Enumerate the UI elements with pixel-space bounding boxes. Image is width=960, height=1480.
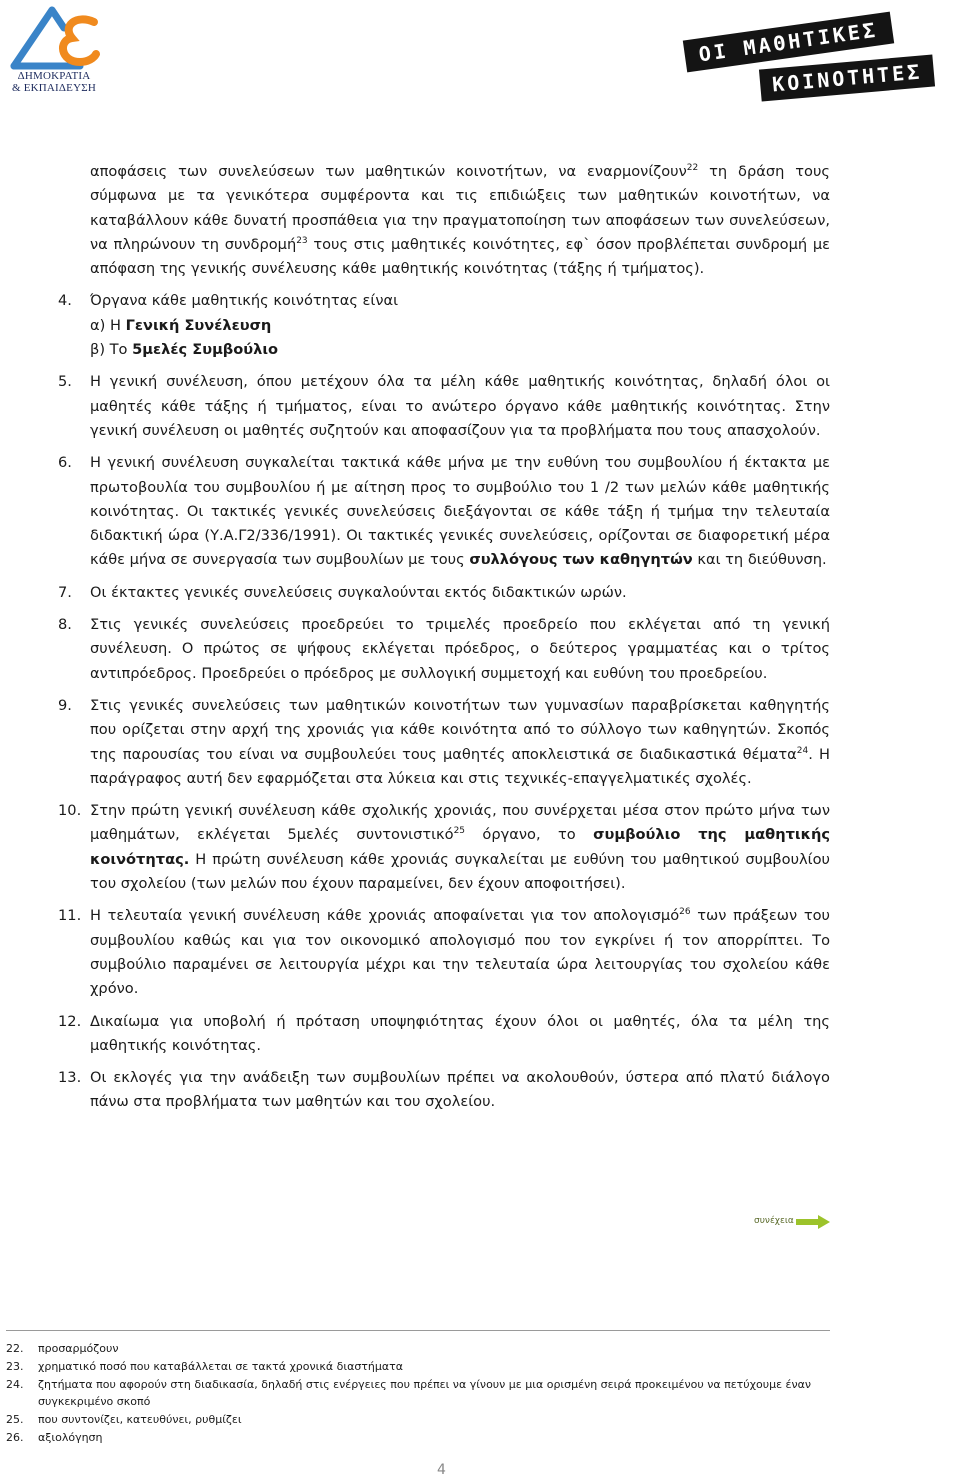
- footnote-number: 23.: [6, 1360, 24, 1373]
- footnote-divider: [6, 1330, 830, 1331]
- footnote-number: 26.: [6, 1431, 24, 1444]
- item-number: 9.: [58, 696, 72, 714]
- header-badge-line1: ΟΙ ΜΑΘΗΤΙΚΕΣ: [683, 12, 894, 73]
- item-4: 4. Όργανα κάθε μαθητικής κοινότητας είναι α) Η Γενική Συνέλευση β) Το 5μελές Συμβούλιο: [90, 289, 830, 362]
- item-number: 12.: [58, 1012, 82, 1030]
- logo-text-line1: ΔΗΜΟΚΡΑΤΙΑ: [17, 70, 91, 82]
- item-number: 6.: [58, 454, 72, 472]
- item-5: 5. Η γενική συνέλευση, όπου μετέχουν όλα τα μέλη κάθε μαθητικής κοινότητας, δηλαδή όλοι οι μαθητές κάθε τάξης ή τμήματος, είναι το ανώτερο όργανο κάθε μαθητικής κοινότητας. Στην γενική συνέλευση οι μαθητές συζητούν και αποφασίζουν για τα προβλήματα που τους απασχολούν.: [90, 370, 830, 443]
- item-10: 10. Στην πρώτη γενική συνέλευση κάθε σχολικής χρονιάς, που συνέρχεται μέσα στον πρώτο μήνα των μαθημάτων, εκλέγεται 5μελές συντονιστικό$^{25}$ όργανο, το συμβούλιο της μαθητικής κοινότητας. Η πρώτη συνέλευση κάθε χρονιάς συγκαλείται με ευθύνη του μαθητικού συμβουλίου του σχολείου (των μελών που έχουν παραμείνει, δεν έχουν αποφοιτήσει).: [90, 799, 830, 896]
- item-7: 7. Οι έκτακτες γενικές συνελεύσεις συγκαλούνται εκτός διδακτικών ωρών.: [90, 581, 830, 605]
- item-6: 6. Η γενική συνέλευση συγκαλείται τακτικά κάθε μήνα με την ευθύνη του συμβουλίου ή έκτακτα με πρωτοβουλία του συμβουλίου ή με αίτηση προς το συμβούλιο του 1 /2 των μελών κάθε μαθητικής κοινότητας. Οι τακτικές γενικές συνελεύσεις διεξάγονται σε κάθε τάξη ή τμήμα την τελευταία διδακτική ώρα (Υ.Α.Γ2/336/1991). Οι τακτικές γενικές συνελεύσεις, ορίζονται σε διαφορετική μέρα κάθε μήνα σε συνεργασία των συμβουλίων με τους συλλόγους των καθηγητών και τη διεύθυνση.: [90, 451, 830, 572]
- item-13: 13. Οι εκλογές για την ανάδειξη των συμβουλίων πρέπει να ακολουθούν, ύστερα από πλατύ διάλογο πάνω στα προβλήματα των μαθητών και του σχολείου.: [90, 1066, 830, 1115]
- logo-mark-icon: [6, 4, 106, 74]
- page-number: 4: [437, 1462, 446, 1478]
- item-8: 8. Στις γενικές συνελεύσεις προεδρεύει το τριμελές προεδρείο που εκλέγεται από τη γενική συνέλευση. Ο πρώτος σε ψήφους εκλέγεται πρόεδρος, ο δεύτερος γραμματέας και ο τρίτος αντιπρόεδρος. Προεδρεύει ο πρόεδρος με συλλογική συμμετοχή και ευθύνη του προεδρείου.: [90, 613, 830, 686]
- footnote-text: χρηματικό ποσό που καταβάλλεται σε τακτά χρονικά διαστήματα: [38, 1360, 404, 1373]
- item-11: 11. Η τελευταία γενική συνέλευση κάθε χρονιάς αποφαίνεται για τον απολογισμό$^{26}$ των πράξεων του συμβουλίου καθώς και για τον οικονομικό απολογισμό που τον εγκρίνει ή τον απορρίπτει. Το συμβούλιο παραμένει σε λειτουργία μέχρι και την τελευταία ώρα λειτουργίας του σχολείου κάθε χρόνο.: [90, 904, 830, 1001]
- document-body: [58, 160, 830, 1115]
- continue-label[interactable]: συνέχεια: [754, 1216, 794, 1226]
- item-number: 7.: [58, 583, 72, 601]
- footnote-ref-22: 22: [686, 163, 699, 174]
- arrow-right-icon[interactable]: [796, 1215, 830, 1229]
- footnote-number: 25.: [6, 1413, 24, 1426]
- footnote-number: 22.: [6, 1342, 24, 1355]
- intro-paragraph: αποφάσεις των συνελεύσεων των μαθητικών κοινοτήτων, να εναρμονίζουν$^{22}$ τη δράση τους σύμφωνα με τα γενικότερα συμφέροντα και τις επιδιώξεις των μαθητικών κοινοτήτων, να καταβάλλουν κάθε δυνατή προσπάθεια για την πραγματοποίηση των αποφάσεων των συνελεύσεων, να πληρώνουν τη συνδρομή$^{23}$ τους στις μαθητικές κοινότητες, εφ` όσον προβλέπεται συνδρομή με απόφαση της γενικής συνέλευσης κάθε μαθητικής κοινότητας (τάξης ή τμήματος).: [90, 163, 830, 278]
- logo-text-line2: & ΕΚΠΑΙΔΕΥΣΗ: [11, 82, 96, 94]
- footnote-text: αξιολόγηση: [38, 1431, 103, 1444]
- footnote-number: 24.: [6, 1378, 24, 1391]
- footnote-ref-24: 24: [796, 745, 809, 756]
- item-number: 13.: [58, 1069, 82, 1087]
- item-number: 5.: [58, 373, 72, 391]
- footnote-text: προσαρμόζουν: [38, 1342, 119, 1355]
- footnote-ref-25: 25: [453, 826, 466, 837]
- item-number: 11.: [58, 907, 82, 925]
- item-number: 10.: [58, 802, 82, 820]
- item-12: 12. Δικαίωμα για υποβολή ή πρόταση υποψηφιότητας έχουν όλοι οι μαθητές, όλα τα μέλη της μαθητικής κοινότητας.: [90, 1010, 830, 1059]
- header-badge-line2: ΚΟΙΝΟΤΗΤΕΣ: [759, 54, 936, 101]
- footnote-ref-26: 26: [679, 907, 691, 918]
- item-9: 9. Στις γενικές συνελεύσεις των μαθητικών κοινοτήτων των γυμνασίων παραβρίσκεται καθηγητής που ορίζεται στην αρχή της χρονιάς για κάθε κοινότητα από το σύλλογο των καθηγητών. Σκοπός της παρουσίας του είναι να συμβουλεύει τους μαθητές αποκλειστικά σε διαδικαστικά θέματα$^{24}$. Η παράγραφος αυτή δεν εφαρμόζεται στα λύκεια και στις τεχνικές-επαγγελματικές σχολές.: [90, 694, 830, 791]
- item-number: 4.: [58, 292, 72, 310]
- footnote-ref-23: 23: [296, 236, 308, 247]
- footnote-text: που συντονίζει, κατευθύνει, ρυθμίζει: [38, 1413, 242, 1426]
- item-number: 8.: [58, 616, 72, 634]
- footnote-text: ζητήματα που αφορούν στη διαδικασία, δηλαδή στις ενέργειες που πρέπει να γίνουν με μια ορισμένη σειρά προκειμένου να πετύχουμε έναν συγκεκριμένο σκοπό: [38, 1378, 812, 1408]
